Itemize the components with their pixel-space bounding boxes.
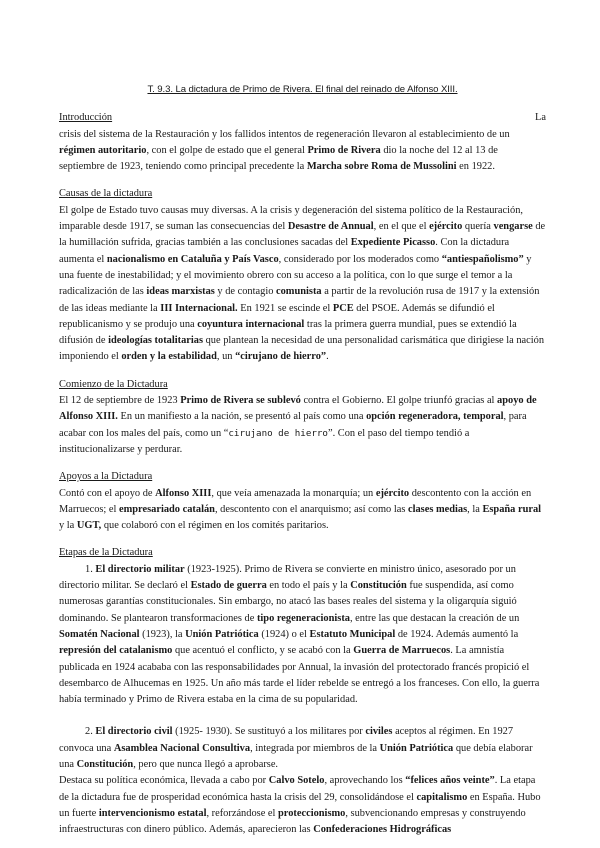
text-run: descontento con la acción en Marruecos; el — [59, 487, 532, 515]
text-run: (1924) o el — [258, 628, 310, 640]
text-run: tras la primera guerra mundial, pues se extendió la difusión de — [59, 318, 517, 347]
bold-term: represión del catalanismo — [59, 645, 173, 657]
start-heading: Comienzo de la Dictadura — [59, 378, 168, 390]
bold-term: capitalismo — [416, 791, 468, 803]
bold-term: clases medias — [407, 503, 468, 515]
stage-civil-directory-paragraph — [59, 724, 546, 773]
bold-term: ejército — [375, 487, 410, 499]
introduction-heading: Introducción — [59, 112, 113, 124]
introduction-first-word: La — [535, 112, 546, 124]
stage-military-directory-paragraph — [59, 562, 546, 709]
text-run: 2. — [85, 726, 96, 738]
text-run: Contó con el apoyo de — [59, 487, 156, 499]
text-run: ”. Con el paso del tiempo tendió a institucionalizarse y perdurar. — [59, 427, 470, 455]
bold-term: PCE — [332, 302, 354, 314]
text-run: , considerado por los moderados como — [278, 253, 442, 265]
bold-term: Somatén Nacional — [59, 628, 140, 640]
bold-term: “cirujano de hierro” — [235, 351, 327, 363]
bold-term: Calvo Sotelo — [268, 775, 325, 787]
bold-term: Primo de Rivera se sublevó — [180, 395, 301, 407]
bold-term: Guerra de Marruecos — [353, 645, 451, 657]
text-run: . — [326, 351, 329, 363]
text-run: El 12 de septiembre de 1923 — [59, 395, 181, 407]
text-run: crisis del sistema de la Restauración y los fallidos intentos de regeneración llevaron al establecimiento de un — [59, 128, 510, 140]
bold-term: Expediente Picasso — [350, 237, 436, 249]
text-run: , en el que el — [373, 221, 430, 233]
causes-heading: Causas de la dictadura — [59, 188, 153, 200]
text-run: , para acabar con los males del país, como un “ — [59, 411, 527, 439]
text-run: , reforzándose el — [206, 807, 278, 819]
text-run: de 1924. Además aumentó la — [395, 628, 519, 640]
text-run: , entre las que destacan la creación de un — [349, 612, 520, 624]
text-run: en todo el país y la — [266, 580, 351, 592]
bold-term: coyuntura internacional — [197, 318, 305, 330]
text-run: y la — [59, 520, 77, 532]
text-run: en 1922. — [456, 161, 495, 173]
section-start — [59, 377, 546, 458]
bold-term: Unión Patriótica — [379, 742, 454, 754]
bold-term: orden y la estabilidad — [121, 351, 217, 363]
text-run: aceptos al régimen. En 1927 convoca una — [59, 726, 514, 754]
text-run: En un manifiesto a la nación, se presentó al país como una — [117, 411, 367, 423]
text-run: , integrada por miembros de la — [250, 742, 380, 754]
text-run: de la humillación sufrida, gracias también a las conclusiones sacadas del — [59, 221, 546, 249]
text-run: (1925- 1930). Se sustituyó a los militares por — [172, 726, 366, 738]
text-run: y una fuente de inestabilidad; y el movimiento obrero con su acceso a la política, con lo que surge el temor a la radicalización de las — [59, 253, 532, 298]
bold-term: ideas marxistas — [146, 286, 215, 298]
bold-term: Marcha sobre Roma de Mussolini — [306, 161, 457, 173]
section-stages — [59, 545, 546, 838]
bold-term: “antiespañolismo” — [441, 253, 524, 265]
text-run: 1. — [85, 563, 96, 575]
introduction-paragraph — [59, 127, 546, 176]
text-run: , la — [467, 503, 483, 515]
bold-term: Primo de Rivera — [307, 144, 381, 156]
text-run: (1923), la — [139, 628, 186, 640]
text-run: , un — [216, 351, 236, 363]
text-run: , que veía amenazada la monarquía; un — [211, 487, 376, 499]
section-causes — [59, 186, 546, 365]
text-run: . Con la dictadura aumenta el — [59, 237, 510, 265]
text-run: En 1921 se escinde el — [237, 302, 333, 314]
bold-term: empresariado catalán — [119, 503, 215, 515]
bold-term: UGT, — [76, 520, 102, 532]
quoted-term: cirujano de hierro — [228, 427, 328, 439]
text-run: Destaca su política económica, llevada a cabo por — [59, 775, 269, 787]
bold-term: Confederaciones Hidrográficas — [313, 824, 452, 836]
section-support — [59, 469, 546, 534]
text-run: . La etapa de la dictadura fue de prosperidad económica hasta la crisis del 29, consolidándose el — [59, 775, 536, 803]
text-run: , aprovechando los — [324, 775, 406, 787]
text-run: quería — [462, 221, 494, 233]
text-run: . La amnistía publicada en 1924 acababa con las responsabilidades por Annual, la invasión del protectorado francés propició el desembarco de Alhucemas en 1925. Un año más tarde el líder rebelde se entregó a los franceses. Con ello, la guerra había terminado y Primo de Rivera estaba en la cima de su popularidad. — [59, 645, 540, 706]
text-run: El golpe de Estado tuvo causas muy diversas. A la crisis y degeneración del sistema político de la Restauración, imparable desde 1917, se suman las consecuencias del — [59, 204, 523, 233]
start-paragraph — [59, 393, 546, 458]
bold-term: Constitución — [76, 758, 134, 770]
bold-term: Asamblea Nacional Consultiva — [113, 742, 251, 754]
bold-term: apoyo de Alfonso XIII. — [59, 395, 537, 423]
paragraph-spacer — [59, 708, 546, 724]
section-introduction — [59, 110, 546, 175]
text-run: (1923-1925). Primo de Rivera se convierte en ministro único, asesorado por un directorio militar. Se declaró el — [59, 563, 516, 592]
bold-term: Estatuto Municipal — [309, 628, 396, 640]
document-title: T. 9.3. La dictadura de Primo de Rivera. El final del reinado de Alfonso XIII. — [147, 84, 458, 95]
bold-term: Constitución — [350, 580, 407, 592]
bold-term: El directorio civil — [95, 726, 173, 738]
bold-term: España rural — [482, 503, 542, 515]
text-run: , pero que nunca llegó a aprobarse. — [133, 758, 279, 770]
bold-term: civiles — [365, 726, 393, 738]
text-run: que debía elaborar una — [59, 742, 533, 770]
bold-term: tipo regeneracionista — [256, 612, 350, 624]
bold-term: vengarse — [493, 221, 533, 233]
bold-term: Alfonso XIII — [155, 487, 212, 499]
bold-term: régimen autoritario — [59, 144, 147, 156]
text-run: que colaboró con el régimen en los comités paritarios. — [101, 520, 329, 532]
bold-term: El directorio militar — [95, 563, 185, 575]
bold-term: opción regeneradora, temporal — [366, 411, 504, 423]
bold-term: intervencionismo estatal — [98, 807, 207, 819]
text-run: del PSOE. Además se difundió el republicanismo y se produjo una — [59, 302, 495, 330]
text-run: en España. Hubo un fuerte — [59, 791, 541, 819]
bold-term: proteccionismo — [278, 807, 346, 819]
bold-term: comunista — [276, 286, 322, 298]
bold-term: ejército — [429, 221, 463, 233]
bold-term: Desastre de Annual — [287, 221, 374, 233]
text-run: que plantean la necesidad de una personalidad carismática que dirigiese la nación imponiendo el — [59, 335, 545, 363]
text-run: a partir de la revolución rusa de 1917 y la extensión de las ideas mediante la — [59, 286, 540, 314]
introduction-heading-line — [59, 110, 546, 126]
text-run: , subvencionando empresas y construyendo infraestructuras con dinero público. Además, aparecieron las — [59, 807, 526, 836]
text-run: fue suspendida, así como numerosas garantías constitucionales. Sin embargo, no atacó las bases reales del sistema y la oligarquía siguió dominando. Se plantearon transformaciones de — [59, 580, 517, 624]
bold-term: nacionalismo en Cataluña y País Vasco — [106, 253, 279, 265]
bold-term: Estado de guerra — [190, 580, 267, 592]
support-heading: Apoyos a la Dictadura — [59, 471, 153, 483]
bold-term: Unión Patriótica — [185, 628, 259, 640]
text-run: y de contagio — [214, 286, 276, 298]
bold-term: III Internacional. — [160, 302, 238, 314]
bold-term: “felices años veinte” — [405, 775, 495, 787]
text-run: , con el golpe de estado que el general — [146, 144, 308, 156]
text-run: , descontento con el anarquismo; así como las — [214, 503, 408, 515]
text-run: contra el Gobierno. El golpe triunfó gracias al — [300, 395, 498, 407]
text-run: que acentuó el conflicto, y se acabó con la — [172, 645, 354, 657]
causes-paragraph — [59, 203, 546, 366]
text-run: dio la noche del 12 al 13 de septiembre de 1923, teniendo como principal precedente la — [59, 144, 498, 173]
economic-policy-paragraph — [59, 773, 546, 838]
stages-heading: Etapas de la Dictadura — [59, 547, 153, 559]
support-paragraph — [59, 486, 546, 535]
bold-term: ideologías totalitarias — [108, 335, 204, 347]
